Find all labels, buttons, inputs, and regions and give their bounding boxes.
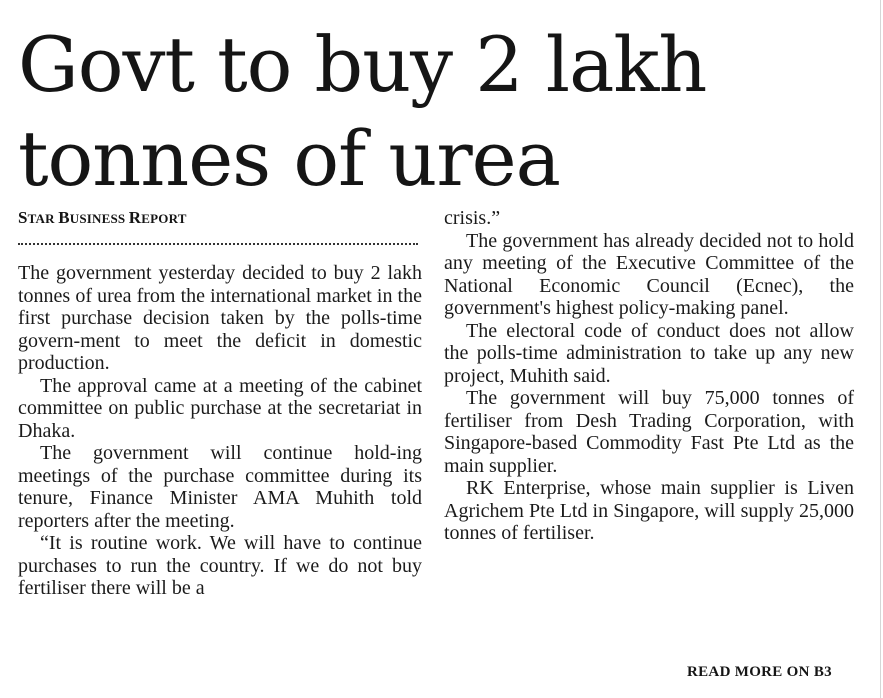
byline: [18, 208, 187, 228]
headline: [18, 18, 878, 206]
dotted-divider: [18, 243, 418, 245]
paragraph: The government will continue hold-ing meetings of the purchase committee during its tenure, Finance Minister AMA Muhith told reporters after the meeting.: [18, 442, 422, 532]
headline-line-1: Govt to buy 2 lakh: [18, 20, 707, 109]
read-more-link[interactable]: READ MORE ON B3: [687, 664, 832, 680]
byline-cap-1: S: [18, 208, 28, 227]
paragraph: The approval came at a meeting of the cabinet committee on public purchase at the secretariat in Dhaka.: [18, 374, 422, 442]
byline-cap-3: R: [128, 208, 142, 227]
paragraph: The government will buy 75,000 tonnes of fertiliser from Desh Trading Corporation, with Singapore-based Commodity Fast Pte Ltd as the main supplier.: [444, 387, 854, 477]
paragraph: “It is routine work. We will have to continue purchases to run the country. If we do not buy fertiliser there will be a: [18, 532, 422, 599]
byline-small-2: USINESS: [69, 211, 129, 226]
paragraph: The government has already decided not to hold any meeting of the Executive Committee of the National Economic Council (Ecnec), the government's highest policy-making panel.: [444, 229, 854, 319]
paragraph: The government yesterday decided to buy 2 lakh tonnes of urea from the international market in the first purchase decision taken by the polls-time govern-ment to meet the deficit in domestic production.: [18, 262, 422, 374]
right-column: [444, 207, 854, 545]
byline-small-3: EPORT: [141, 211, 187, 226]
right-border: [880, 0, 881, 698]
headline-line-2: tonnes of urea: [18, 114, 560, 203]
left-column: [18, 262, 422, 600]
byline-cap-2: B: [58, 208, 70, 227]
paragraph: RK Enterprise, whose main supplier is Liven Agrichem Pte Ltd in Singapore, will supply 25,000 tonnes of fertiliser.: [444, 477, 854, 544]
paragraph: The electoral code of conduct does not allow the polls-time administration to take up any new project, Muhith said.: [444, 319, 854, 387]
byline-small-1: TAR: [27, 211, 59, 226]
paragraph: crisis.”: [444, 207, 501, 229]
